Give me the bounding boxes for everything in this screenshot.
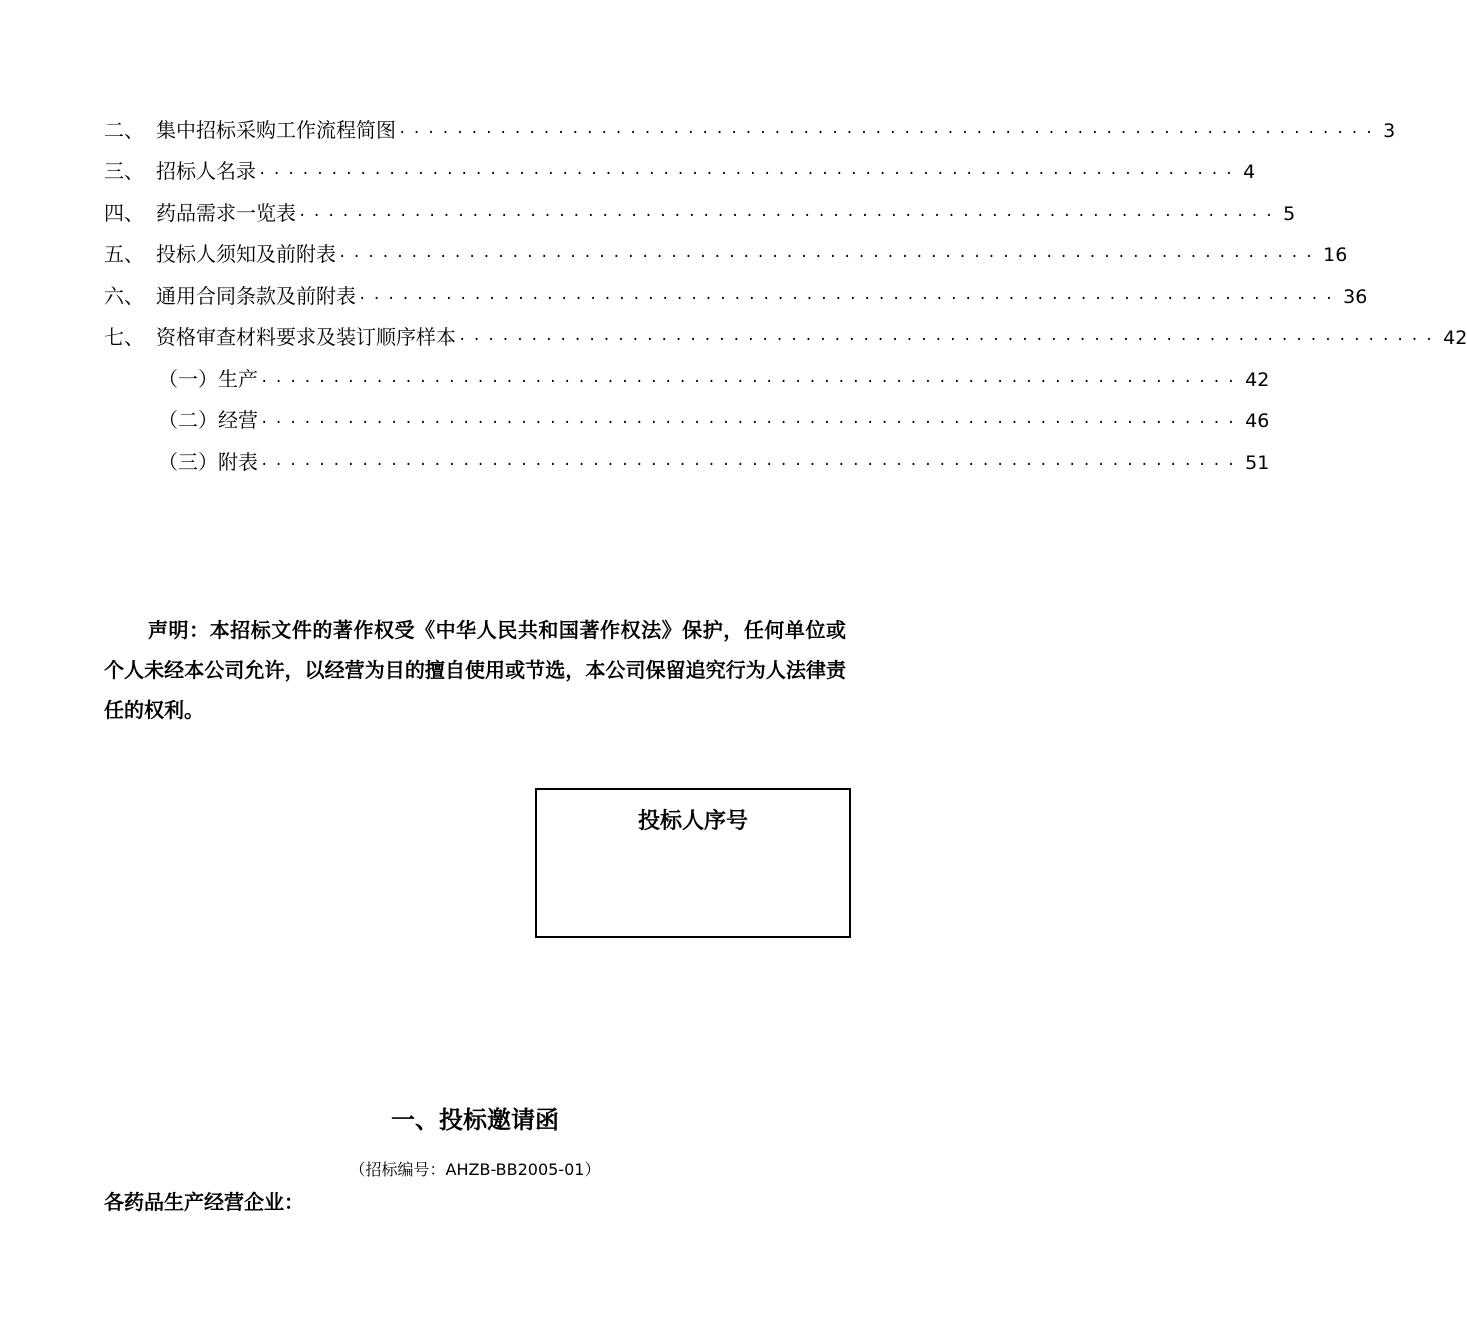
toc-entry-3[interactable]	[104, 157, 1256, 185]
toc-entry-number: 六、	[104, 284, 144, 308]
toc-dot-leader: ····································································	[258, 166, 1240, 182]
toc-entry-number: 五、	[104, 242, 144, 266]
toc-entry-5[interactable]	[104, 240, 1348, 268]
salutation: 各药品生产经营企业：	[104, 1190, 304, 1214]
toc-entry-title: （一）生产	[158, 367, 258, 391]
toc-entry-title: 药品需求一览表	[156, 201, 296, 225]
toc-entry-page: 36	[1343, 286, 1368, 308]
toc-entry-2[interactable]	[104, 116, 1396, 144]
toc-subentry-production[interactable]	[158, 365, 1270, 393]
toc-entry-4[interactable]	[104, 199, 1296, 227]
toc-entry-page: 46	[1245, 410, 1270, 432]
tender-code: （招标编号：AHZB-BB2005-01）	[349, 1160, 601, 1179]
toc-entry-number: 四、	[104, 201, 144, 225]
toc-entry-page: 16	[1323, 244, 1348, 266]
toc-entry-number: 七、	[104, 325, 144, 349]
toc-dot-leader: ····································································	[458, 332, 1440, 348]
toc-dot-leader: ····································································	[260, 457, 1242, 473]
toc-entry-7[interactable]	[104, 323, 1467, 351]
toc-entry-title: （二）经营	[158, 408, 258, 432]
bidder-number-box	[535, 788, 851, 938]
toc-dot-leader: ····································································	[298, 208, 1280, 224]
toc-entry-page: 42	[1443, 327, 1467, 349]
toc-entry-page: 42	[1245, 369, 1270, 391]
toc-entry-number: 三、	[104, 159, 144, 183]
toc-entry-title: 通用合同条款及前附表	[156, 284, 356, 308]
toc-entry-title: （三）附表	[158, 450, 258, 474]
toc-entry-6[interactable]	[104, 282, 1368, 310]
toc-entry-title: 投标人须知及前附表	[156, 242, 336, 266]
toc-dot-leader: ····································································	[338, 249, 1320, 265]
toc-dot-leader: ····································································	[398, 125, 1380, 141]
toc-entry-page: 4	[1243, 161, 1256, 183]
toc-entry-number: 二、	[104, 118, 144, 142]
toc-dot-leader: ····································································	[358, 291, 1340, 307]
toc-subentry-business[interactable]	[158, 406, 1270, 434]
toc-entry-page: 5	[1283, 203, 1296, 225]
toc-dot-leader: ····································································	[260, 374, 1242, 390]
toc-subentry-appendix[interactable]	[158, 448, 1270, 476]
bidder-number-label: 投标人序号	[637, 809, 748, 834]
toc-dot-leader: ····································································	[260, 415, 1242, 431]
toc-entry-title: 招标人名录	[156, 159, 256, 183]
toc-entry-page: 3	[1383, 120, 1396, 142]
section-heading: 一、投标邀请函	[391, 1106, 559, 1134]
toc-entry-title: 集中招标采购工作流程简图	[156, 118, 396, 142]
toc-entry-title: 资格审查材料要求及装订顺序样本	[156, 325, 456, 349]
toc-entry-page: 51	[1245, 452, 1270, 474]
copyright-statement: 声明：本招标文件的著作权受《中华人民共和国著作权法》保护，任何单位或个人未经本公司允许，以经营为目的擅自使用或节选，本公司保留追究行为人法律责任的权利。	[104, 618, 846, 722]
